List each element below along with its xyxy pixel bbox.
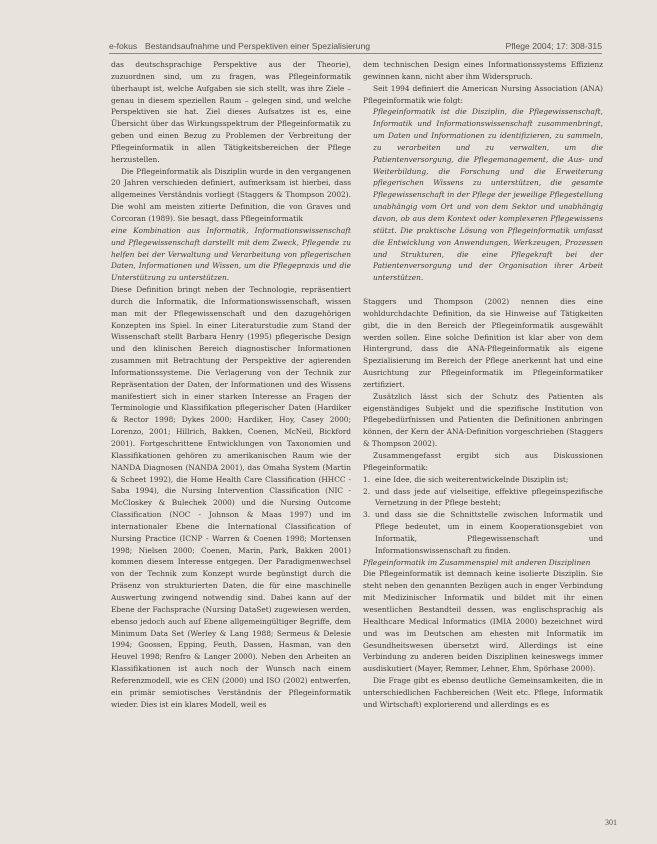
right-paragraph-6: Die Pflegeinformatik ist demnach keine isolierte Disziplin. Sie steht neben den genannten Bezügen auch in enger Verbindung mit Medizinischer Informatik und bildet mit ihr einen wesentlichen Bestandteil dessen, was englischsprachig als Healthcare Medical Informatics (IMIA 2000) bezeichnet wird und was im Deutschen am ehesten mit Informatik im Gesundheitswesen übersetzt wird. Allerdings ist eine Verbindung zu anderen beiden Disziplinen keineswegs immer ausdiskutiert (Mayer, Remmer, Lehner, Ehm, Spörhase 2000).: [363, 569, 603, 674]
left-column: [111, 59, 351, 710]
left-paragraph-3: Diese Definition bringt neben der Technologie, repräsentiert durch die Informatik, die Informationswissenschaft, wissen man mit der Pflegewissenschaft und den dazugehörigen Konzepten ins Spiel. In einer Literaturstudie zum Stand der Wissenschaft stellt Barbara Henry (1995) pflegerische Design und den klinischen Bereich diagnostischer Informationen zusammen mit Betrachtung der Perspektive der agierenden Informationssysteme. Die Verlagerung von der Technik zur Repräsentation der Daten, der Informationen und des Wissens manifestiert sich in einer starken Interesse an Fragen der Terminologie und Klassifikation pflegerischer Daten (Hardiker & Rector 1998; Dykes 2000; Hardiker, Hoy, Casey 2000; Lorenzo, 2001; Hillrich, Bakken, Coenen, McNeil, Bickford 2001). Fortgeschrittene Entwicklungen von Taxonomien und Klassifikationen gehören zu amerikanischen Raum wie der NANDA Diagnosen (NANDA 2001), das Omaha System (Martin & Scheet 1992), die Home Health Care Classification (HHCC - Saba 1994), die Nursing Intervention Classification (NIC - McCloskey & Bulechek 2000) und die Nursing Outcome Classification (NOC - Johnson & Maas 1997) und im internationaler Ebene die International Classification of Nursing Practice (ICNP - Warren & Coenen 1998; Mortensen 1998; Nielsen 2000; Coenen, Marin, Park, Bakken 2001) kommen diesem Interesse entgegen. Der Paradigmenwechsel von der Technik zum Konzept wurde begünstigt durch die Präsenz von strukturierten Daten, die für eine maschinelle Auswertung zwingend notwendig sind. Dabei kann auf der Ebene der Fachsprache (Nursing DataSet) zugewiesen werden, ebenso jedoch auch auf Ebene allgemeingültiger Begriffe, dem Minimum Data Set (Werley & Lang 1988; Sermeus & Delesie 1994; Goossen, Epping, Feuth, Dassen, Hasman, van den Heuvel 1998; Renfro & Langer 2000). Neben den Arbeiten an Klassifikationen ist auch noch der Wunsch nach einem Referenzmodell, wie es CEN (2000) und ISO (2002) entwerfen, ein primär semiotisches Verständnis der Pflegeinformatik wieder. Dies ist ein klares Modell, weil es: [111, 285, 351, 709]
running-header: [109, 40, 602, 54]
right-paragraph-4: Zusätzlich lässt sich der Schutz des Patienten als eigenständiges Subjekt und die spezifische Institution von Pflegebedürfnissen und Patienten die Definitionen anbringen können, der Kern der ANA-Definition vorgeschrieben (Staggers & Thompson 2002).: [363, 391, 603, 449]
right-paragraph-5: Zusammengefasst ergibt sich aus Diskussionen Pflegeinformatik:: [363, 451, 603, 472]
summary-list: [363, 474, 603, 557]
running-title: Bestandsaufnahme und Perspektiven einer Spezialisierung: [145, 41, 371, 51]
right-column: [363, 59, 603, 711]
header-rule: [109, 53, 602, 54]
right-paragraph-3: Staggers und Thompson (2002) nennen dies eine wohldurchdachte Definition, da sie Hinweise auf Tätigkeiten gibt, die in den Bereich der Pflegeinformatik ausgewählt werden sollen. Eine solche Definition ist klar aber von dem Hintergrund, dass die ANA-Pflegeinformatik als eigene Spezialisierung im Bereich der Pflege anerkennt hat und eine Ausrichtung zur Pflegeinformatik im Pflegeinformatiker zertifiziert.: [363, 297, 603, 389]
list-item: 1. eine Idee, die sich weiterentwickelnde Disziplin ist;: [363, 474, 569, 484]
section-heading: Pflegeinformatik im Zusammenspiel mit anderen Disziplinen: [363, 557, 591, 567]
right-paragraph-2: Seit 1994 definiert die American Nursing Association (ANA) Pflegeinformatik wie folgt:: [363, 83, 603, 105]
left-paragraph-2: Die Pflegeinformatik als Disziplin wurde in den vergangenen 20 Jahren verschieden definiert, aufmerksam ist hierbei, dass allgemeines Verständnis vorliegt (Staggers & Thompson 2002). Die wohl am meisten zitierte Definition, die von Graves und Corcoran (1989). Sie besagt, dass Pflegeinformatik: [111, 166, 351, 223]
right-definition-quote: Pflegeinformatik ist die Disziplin, die Pflegewissenschaft, Informatik und Informationswissenschaft zusammenbringt, um Daten und Informationen zu identifizieren, zu sammeln, zu verarbeiten und zu verwalten, um die Patientenversorgung, die Pflegemanagement, die Aus- und Weiterbildung, die Forschung und die Erweiterung pflegerischen Wissens zu unterstützen, die gesamte Pflegewissenschaft in der Pflege der jeweilige Pflegestellung unabhängig vom Ort und von dem Sektor und unabhängig davon, ob aus dem Kontext oder komplexeren Pflegewissens stützt. Die praktische Lösung von Pflegeinformatik umfasst die Entwicklung von Anwendungen, Werkzeugen, Prozessen und Strukturen, die eine Pflegekraft bei der Patientenversorgung und der Organisation ihrer Arbeit unterstützen.: [373, 107, 603, 283]
right-paragraph-7: Die Frage gibt es ebenso deutliche Gemeinsamkeiten, die in unterschiedlichen Fachbereichen (Weit etc. Pflege, Informatik und Wirtschaft) explorierend und allerdings es es: [363, 676, 603, 709]
left-definition-quote: eine Kombination aus Informatik, Informationswissenschaft und Pflegewissenschaft darstellt mit dem Zweck, Pflegende zu helfen bei der Verwaltung und Verarbeitung von pflegerischen Daten, Informationen und Wissen, um die Pflegepraxis und die Unterstützung zu unterstützen.: [111, 225, 351, 283]
list-item: 2. und dass jede auf vielseitige, effektive pflegeinspezifische Vernetzung in der Pflege besteht;: [363, 486, 603, 508]
page-number: 301: [605, 818, 617, 827]
right-paragraph-1: dem technischen Design eines Informationssystems Effizienz gewinnen kann, nicht aber ihm Widerspruch.: [363, 60, 603, 81]
list-item: 3. und dass sie die Schnittstelle zwischen Informatik und Pflege bedeutet, um in einem Kooperationsgebiet von Informatik, Pflegewissenschaft und Informationswissenschaft zu finden.: [363, 510, 603, 555]
left-paragraph-1: das deutschsprachige Perspektive aus der Theorie), zuzuordnen sind, um zu fragen, was Pflegeinformatik überhaupt ist, welche Aufgaben sie sich stellt, was ihre Ziele – genau in diesem speziellen Raum – gelegen sind, und welche Perspektiven sie hat. Ziel dieses Aufsatzes ist es, eine Übersicht über das Wirkungsspektrum der Pflegeinformatik zu geben und einen Bezug zu Problemen der Verbreitung der Pflegeinformatik in allen Tätigkeitsbereichen der Pflege herzustellen.: [111, 60, 351, 164]
journal-citation: Pflege 2004; 17: 308-315: [505, 41, 602, 51]
journal-name: e-fokus: [109, 41, 138, 51]
